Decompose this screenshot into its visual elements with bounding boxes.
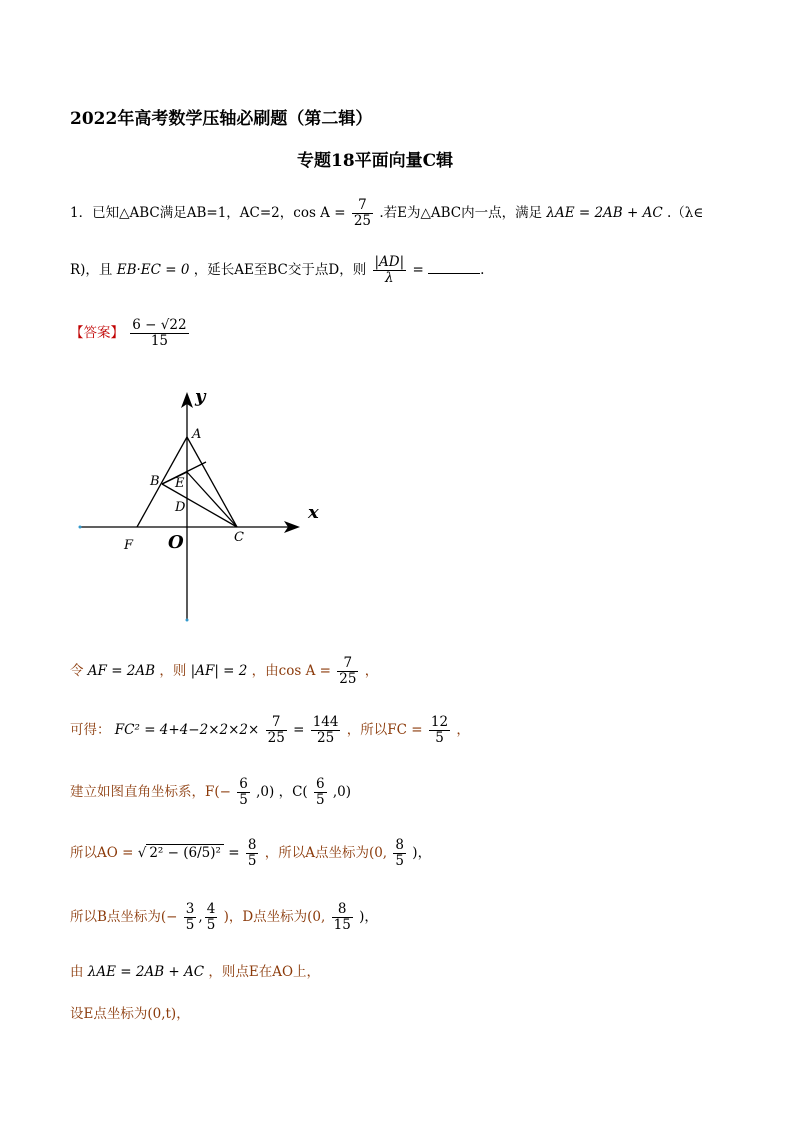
ask-numerator: |AD| (374, 254, 405, 270)
solution-line-5 (70, 902, 378, 933)
problem-text-3: .（λ∈ (666, 205, 704, 221)
solution-line-4 (70, 838, 431, 869)
cos-numerator: 7 (358, 197, 367, 213)
header-subtitle: 专题18平面向量C辑 (297, 151, 454, 171)
label-O: O (168, 532, 184, 553)
s1-end: ， (364, 663, 379, 679)
label-B: B (150, 474, 160, 489)
s5-fraction-3 (332, 902, 353, 933)
segment-AC (187, 437, 237, 527)
s5-num-1: 3 (185, 901, 195, 917)
s2-fraction-2 (311, 715, 341, 746)
s4-fraction-2 (393, 838, 406, 869)
problem-text-1: 1．已知△ABC满足AB=1，AC=2，cos A = (70, 205, 346, 221)
s5-pre: 所以B点坐标为(− (70, 909, 178, 925)
s1-numerator: 7 (343, 655, 353, 671)
s3-fraction-1 (237, 777, 250, 808)
s2-num-3: 12 (430, 714, 449, 730)
solution-line-6 (70, 960, 320, 980)
s4-fraction-1 (246, 838, 259, 869)
s6-vector: λAE = 2AB + AC (87, 964, 205, 980)
ask-denominator: λ (373, 270, 407, 286)
ask-fraction (373, 255, 407, 286)
solution-line-7: 设E点坐标为(0,t)， (70, 1006, 190, 1022)
s2-end: ， (456, 722, 470, 738)
s3-end: ,0) (332, 784, 352, 800)
s1-abs: |AF| = 2 (190, 663, 248, 679)
answer-numerator: 6 − √22 (132, 317, 187, 333)
dot-product-condition: EB·EC = 0 (116, 262, 190, 278)
s5-end: )， (359, 909, 378, 925)
s4-den-2: 5 (395, 853, 404, 869)
s1-denominator: 25 (339, 671, 357, 687)
s1-fraction (337, 656, 358, 687)
s4-eq: = (228, 845, 240, 861)
s2-mid: ，所以FC = (346, 722, 423, 738)
s6-end: ，则点E在AO上， (208, 964, 321, 980)
s1-mid: ，则 (159, 663, 187, 679)
s3-pre: 建立如图直角坐标系，F(− (70, 784, 231, 800)
s5-mid: )，D点坐标为(0, (223, 909, 326, 925)
s2-den-1: 25 (267, 730, 285, 746)
s4-den-1: 5 (247, 853, 257, 869)
s4-num-1: 8 (247, 837, 257, 853)
vector-condition: λAE = 2AB + AC (546, 205, 663, 221)
s2-fraction-1 (266, 715, 287, 746)
s5-num-3: 8 (337, 901, 347, 917)
s2-eq: FC² = 4+4−2×2×2× (114, 722, 260, 738)
segment-EC (187, 472, 237, 527)
answer-line (70, 318, 191, 349)
s6-pre: 由 (70, 964, 84, 980)
s4-sqrt-sign: √ (137, 845, 147, 861)
label-D: D (175, 500, 186, 515)
s3-den-2: 5 (315, 792, 325, 808)
label-y: y (195, 386, 206, 407)
label-C: C (234, 530, 244, 545)
s2-num-1: 7 (271, 714, 281, 730)
answer-denominator: 15 (130, 333, 188, 349)
s4-end: )， (412, 845, 432, 861)
s3-num-2: 6 (315, 776, 325, 792)
problem-text-2: .若E为△ABC内一点，满足 (379, 205, 543, 221)
s2-fraction-3 (429, 715, 450, 746)
s3-mid: ,0) ，C( (256, 784, 308, 800)
ask-equals: = (412, 262, 424, 278)
header-title: 2022年高考数学压轴必刷题（第二辑） (70, 109, 373, 129)
s4-radicand: 2² − (6/5)² (146, 844, 224, 861)
cos-fraction (352, 198, 373, 229)
s3-den-1: 5 (239, 792, 248, 808)
answer-fraction (130, 318, 188, 349)
s1-pre: 令 (70, 663, 84, 679)
s3-num-1: 6 (239, 776, 248, 792)
label-F: F (124, 538, 134, 553)
s5-comma: , (198, 909, 203, 925)
s4-mid: ，所以A点坐标为(0, (264, 845, 388, 861)
s5-den-1: 5 (185, 917, 195, 933)
problem-line-2: R)，且 EB·EC = 0 ，延长AE至BC交于点D，则 $\frac{|AD|}{\lambda}$ = . (70, 254, 485, 286)
s2-num-2: 144 (312, 714, 339, 730)
s5-num-2: 4 (206, 901, 216, 917)
answer-label: 【答案】 (70, 325, 124, 341)
s5-den-3: 15 (333, 917, 351, 933)
s4-num-2: 8 (395, 837, 404, 853)
label-E: E (175, 476, 185, 491)
s4-pre: 所以AO = (70, 845, 134, 861)
s2-eq2: = (293, 722, 305, 738)
s2-den-2: 25 (311, 730, 341, 746)
s1-vector: AF = 2AB (87, 663, 156, 679)
s2-pre: 可得： (70, 722, 111, 738)
problem-text-4: R)，且 (70, 262, 113, 278)
problem-text-5: ，延长AE至BC交于点D，则 (193, 262, 367, 278)
x-axis-start-dot (79, 526, 82, 529)
s2-den-3: 5 (429, 730, 450, 746)
label-A: A (192, 427, 202, 442)
solution-line-2 (70, 715, 470, 746)
s5-fraction-1 (184, 902, 197, 933)
s5-fraction-2 (205, 902, 218, 933)
label-x: x (308, 502, 319, 523)
solution-line-3 (70, 777, 351, 808)
cos-denominator: 25 (353, 213, 372, 229)
coordinate-figure (70, 380, 340, 630)
s1-cos: ，由cos A = (251, 663, 331, 679)
s5-den-2: 5 (206, 917, 216, 933)
problem-line-1 (70, 198, 703, 229)
solution-line-1 (70, 656, 378, 687)
s3-fraction-2 (314, 777, 327, 808)
y-axis-end-dot (186, 619, 189, 622)
answer-blank (428, 261, 480, 274)
